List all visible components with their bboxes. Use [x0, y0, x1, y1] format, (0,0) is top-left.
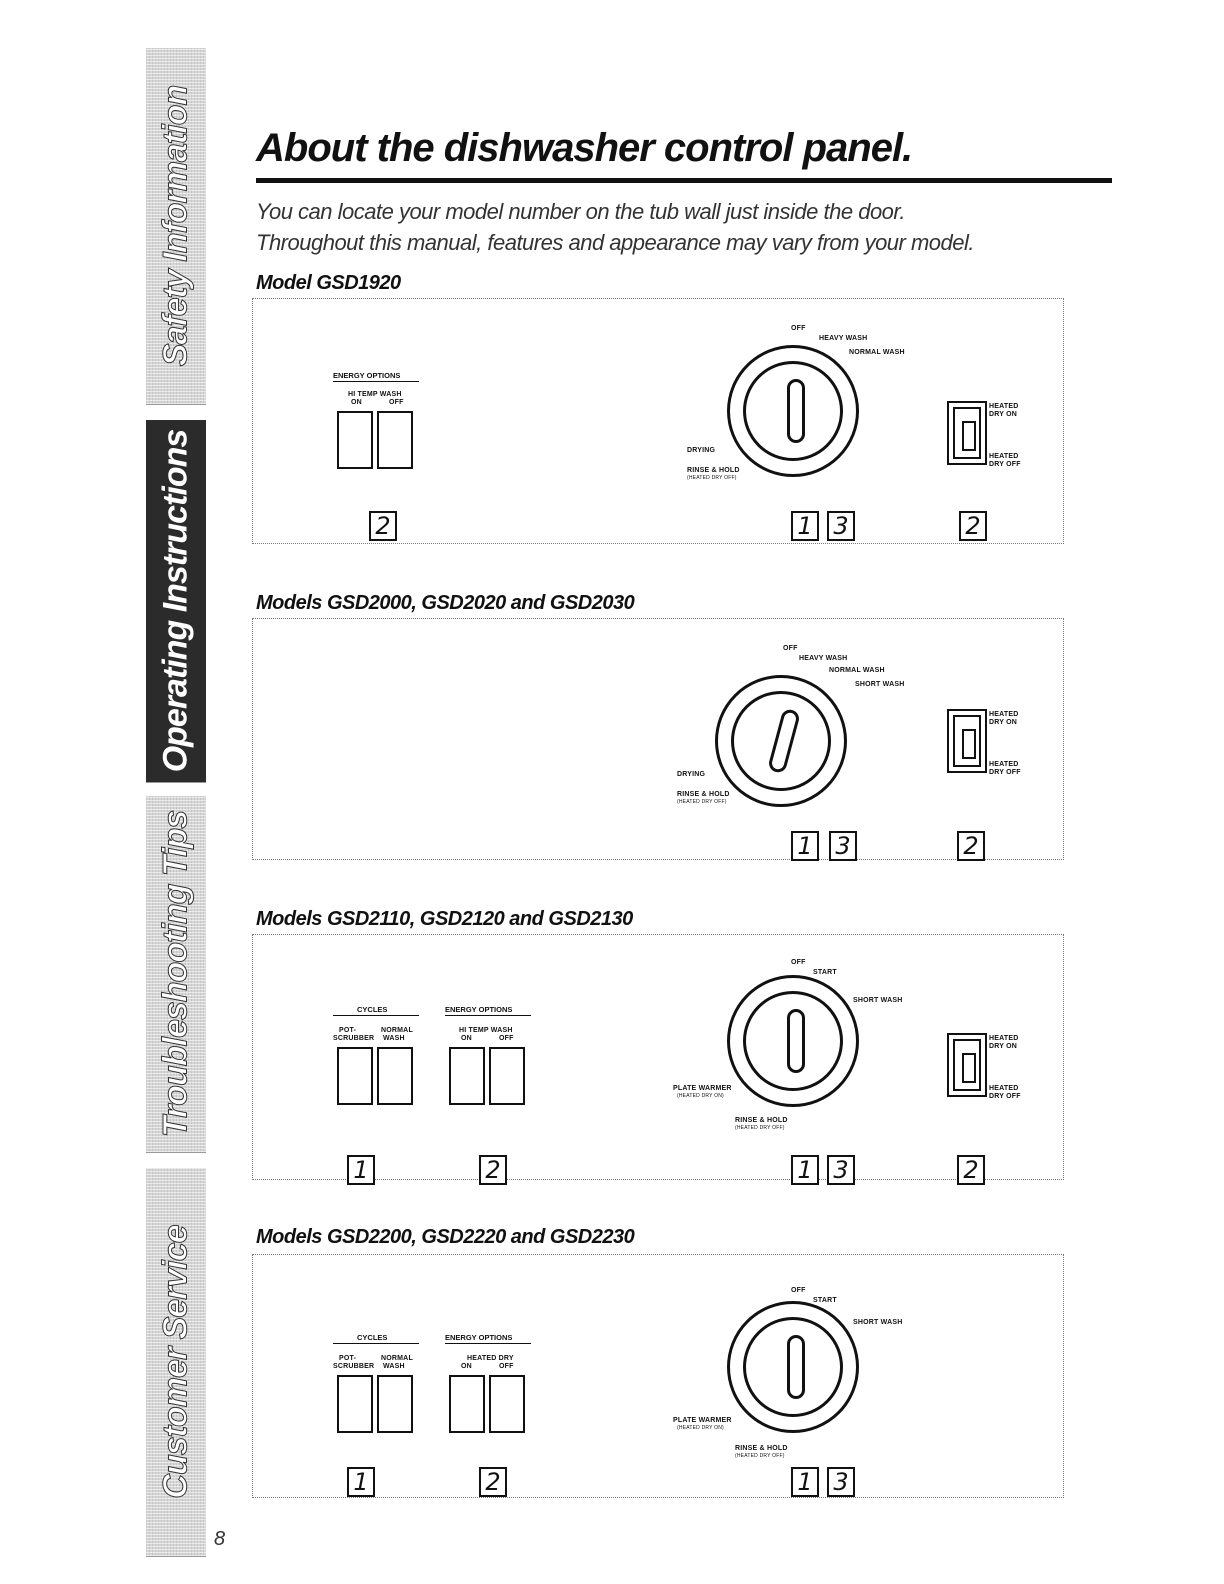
- rocker-frame: [953, 407, 981, 459]
- plate-warmer-label: PLATE WARMER: [673, 1085, 732, 1092]
- rinse-hold-label: RINSE & HOLD: [677, 791, 730, 798]
- short-wash-label: SHORT WASH: [853, 997, 903, 1004]
- pot-scrubber-button[interactable]: [337, 1047, 373, 1105]
- callout-number: 2: [369, 511, 397, 541]
- plate-warmer-label: PLATE WARMER: [673, 1417, 732, 1424]
- dial-off-label: OFF: [791, 1287, 806, 1294]
- cycles-label: CYCLES: [357, 1333, 388, 1342]
- tab-label: Customer Service: [156, 1225, 195, 1499]
- heated-dry-rocker-switch[interactable]: [947, 401, 987, 465]
- heated-label: HEATED: [989, 403, 1019, 410]
- wash-label: WASH: [383, 1363, 405, 1370]
- scrubber-label: SCRUBBER: [333, 1363, 375, 1370]
- cycle-dial[interactable]: [727, 975, 859, 1107]
- control-panel-diagram: [252, 934, 1064, 1184]
- callout-number: 2: [957, 1155, 985, 1185]
- rinse-hold-label: RINSE & HOLD: [735, 1117, 788, 1124]
- tab-label: Troubleshooting Tips: [156, 810, 195, 1138]
- normal-label: NORMAL: [381, 1027, 413, 1034]
- heated-dry-off-label: (HEATED DRY OFF): [677, 799, 727, 805]
- model-heading: Models GSD2110, GSD2120 and GSD2130: [256, 908, 633, 930]
- short-wash-label: SHORT WASH: [855, 681, 905, 688]
- dry-off-label: DRY OFF: [989, 461, 1021, 468]
- tab-label: Operating Instructions: [156, 429, 195, 773]
- on-label: ON: [351, 399, 362, 406]
- control-panel-diagram: [252, 298, 1064, 544]
- energy-options-label: ENERGY OPTIONS: [333, 371, 401, 380]
- rocker-paddle: [962, 729, 976, 759]
- hi-temp-wash-label: HI TEMP WASH: [459, 1027, 513, 1034]
- dry-on-label: DRY ON: [989, 1043, 1018, 1050]
- dial-knob: [787, 1009, 805, 1073]
- cycles-label: CYCLES: [357, 1005, 388, 1014]
- model-heading: Model GSD1920: [256, 272, 401, 294]
- heated-dry-on-button[interactable]: [449, 1375, 485, 1433]
- divider: [333, 1015, 419, 1016]
- tab-troubleshooting-tips[interactable]: [146, 796, 206, 1153]
- control-panel-diagram: [252, 1254, 1064, 1498]
- callout-number: 2: [479, 1155, 507, 1185]
- dial-face: [743, 991, 843, 1091]
- heated-label: HEATED: [989, 761, 1019, 768]
- energy-options-label: ENERGY OPTIONS: [445, 1005, 513, 1014]
- model-heading: Models GSD2000, GSD2020 and GSD2030: [256, 592, 635, 614]
- callout-number: 3: [829, 831, 857, 861]
- dial-knob: [787, 1335, 805, 1399]
- divider: [333, 1343, 419, 1344]
- on-label: ON: [461, 1363, 472, 1370]
- heated-label: HEATED: [989, 1035, 1019, 1042]
- callout-number: 3: [827, 511, 855, 541]
- intro-line: Throughout this manual, features and appearance may vary from your model.: [256, 230, 975, 255]
- intro-text: [256, 196, 1116, 258]
- rinse-hold-label: RINSE & HOLD: [687, 467, 740, 474]
- short-wash-label: SHORT WASH: [853, 1319, 903, 1326]
- heated-label: HEATED: [989, 711, 1019, 718]
- heated-dry-on-label: (HEATED DRY ON): [677, 1093, 724, 1099]
- pot-scrubber-button[interactable]: [337, 1375, 373, 1433]
- callout-number: 1: [791, 831, 819, 861]
- pot-label: POT-: [339, 1355, 357, 1362]
- divider: [445, 1015, 531, 1016]
- dial-face: [743, 1317, 843, 1417]
- tab-operating-instructions[interactable]: [146, 420, 206, 783]
- section-sidebar: [146, 48, 206, 1556]
- rinse-hold-label: RINSE & HOLD: [735, 1445, 788, 1452]
- heated-dry-on-label: (HEATED DRY ON): [677, 1425, 724, 1431]
- callout-number: 2: [479, 1467, 507, 1497]
- dial-off-label: OFF: [791, 959, 806, 966]
- intro-line: You can locate your model number on the tub wall just inside the door.: [256, 199, 906, 224]
- rocker-paddle: [962, 421, 976, 451]
- off-label: OFF: [499, 1363, 514, 1370]
- rocker-frame: [953, 1039, 981, 1091]
- normal-wash-button[interactable]: [377, 1375, 413, 1433]
- divider: [445, 1343, 531, 1344]
- model-heading: Models GSD2200, GSD2220 and GSD2230: [256, 1226, 635, 1248]
- callout-number: 1: [791, 1155, 819, 1185]
- dial-off-label: OFF: [791, 325, 806, 332]
- dial-off-label: OFF: [783, 645, 798, 652]
- heated-dry-off-label: (HEATED DRY OFF): [735, 1125, 785, 1131]
- callout-number: 1: [791, 1467, 819, 1497]
- cycle-dial[interactable]: [727, 345, 859, 477]
- drying-label: DRYING: [677, 771, 706, 778]
- pot-label: POT-: [339, 1027, 357, 1034]
- tab-safety-information[interactable]: [146, 48, 206, 405]
- cycle-dial[interactable]: [715, 675, 847, 807]
- page-number: 8: [214, 1528, 226, 1550]
- start-label: START: [813, 969, 837, 976]
- title-rule: [256, 178, 1112, 183]
- callout-number: 2: [959, 511, 987, 541]
- callout-number: 3: [827, 1467, 855, 1497]
- callout-number: 3: [827, 1155, 855, 1185]
- rocker-paddle: [962, 1053, 976, 1083]
- dial-face: [731, 691, 831, 791]
- heated-dry-label: HEATED DRY: [467, 1355, 514, 1362]
- hi-temp-wash-off-button[interactable]: [377, 411, 413, 469]
- dry-on-label: DRY ON: [989, 719, 1018, 726]
- divider: [333, 381, 419, 382]
- heavy-wash-label: HEAVY WASH: [799, 655, 848, 662]
- off-label: OFF: [499, 1035, 514, 1042]
- callout-number: 2: [957, 831, 985, 861]
- heated-label: HEATED: [989, 1085, 1019, 1092]
- dry-on-label: DRY ON: [989, 411, 1018, 418]
- energy-options-label: ENERGY OPTIONS: [445, 1333, 513, 1342]
- callout-number: 1: [347, 1467, 375, 1497]
- heated-dry-off-label: (HEATED DRY OFF): [735, 1453, 785, 1459]
- hi-temp-wash-label: HI TEMP WASH: [348, 391, 402, 398]
- start-label: START: [813, 1297, 837, 1304]
- control-panel-diagram: [252, 618, 1064, 860]
- dry-off-label: DRY OFF: [989, 1093, 1021, 1100]
- tab-label: Safety Information: [156, 85, 195, 367]
- page-title: About the dishwasher control panel.: [256, 126, 913, 170]
- hi-temp-wash-off-button[interactable]: [489, 1047, 525, 1105]
- heated-dry-off-label: (HEATED DRY OFF): [687, 475, 737, 481]
- hi-temp-wash-on-button[interactable]: [449, 1047, 485, 1105]
- tab-customer-service[interactable]: [146, 1168, 206, 1557]
- hi-temp-wash-on-button[interactable]: [337, 411, 373, 469]
- scrubber-label: SCRUBBER: [333, 1035, 375, 1042]
- heated-dry-off-button[interactable]: [489, 1375, 525, 1433]
- normal-label: NORMAL: [381, 1355, 413, 1362]
- callout-number: 1: [347, 1155, 375, 1185]
- off-label: OFF: [389, 399, 404, 406]
- drying-label: DRYING: [687, 447, 716, 454]
- normal-wash-label: NORMAL WASH: [849, 349, 905, 356]
- dial-face: [743, 361, 843, 461]
- callout-number: 1: [791, 511, 819, 541]
- normal-wash-label: NORMAL WASH: [829, 667, 885, 674]
- dial-knob: [767, 708, 801, 774]
- dial-knob: [787, 379, 805, 443]
- heated-dry-rocker-switch[interactable]: [947, 1033, 987, 1097]
- wash-label: WASH: [383, 1035, 405, 1042]
- heated-label: HEATED: [989, 453, 1019, 460]
- heavy-wash-label: HEAVY WASH: [819, 335, 868, 342]
- on-label: ON: [461, 1035, 472, 1042]
- normal-wash-button[interactable]: [377, 1047, 413, 1105]
- heated-dry-rocker-switch[interactable]: [947, 709, 987, 773]
- rocker-frame: [953, 715, 981, 767]
- cycle-dial[interactable]: [727, 1301, 859, 1433]
- dry-off-label: DRY OFF: [989, 769, 1021, 776]
